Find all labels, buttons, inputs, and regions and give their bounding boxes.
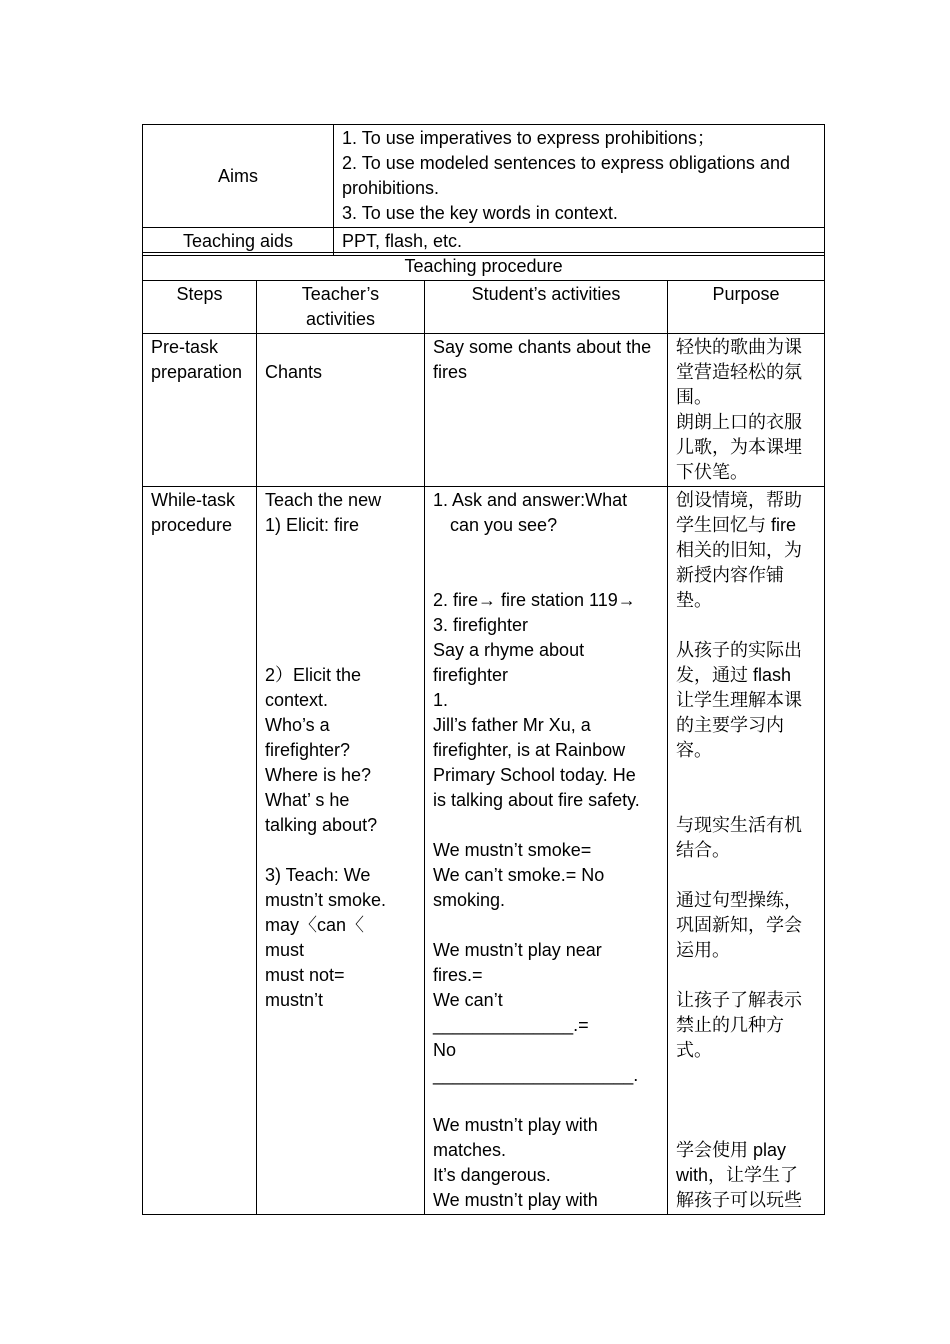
student-line: 2. fire→ fire station 119→	[433, 590, 636, 610]
teacher-line: may〈can〈	[265, 915, 365, 935]
purpose-line: 容。	[676, 740, 712, 760]
student-line: is talking about fire safety.	[433, 790, 640, 810]
procedure-title: Teaching procedure	[143, 253, 825, 281]
purpose-line: 巩固新知，学会	[676, 915, 802, 935]
header-teacher-activities: Teacher’s activities	[257, 281, 425, 334]
header-student-activities: Student’s activities	[425, 281, 668, 334]
purpose-line: 结合。	[676, 840, 730, 860]
teaching-aids-value: PPT, flash, etc.	[334, 228, 825, 256]
purpose-line: 让学生理解本课	[676, 690, 802, 710]
student-line: We mustn’t play with	[433, 1190, 598, 1210]
teacher-line: 1) Elicit: fire	[265, 515, 360, 535]
whiletask-student	[425, 487, 668, 1215]
purpose-line: 发，通过 flash	[676, 665, 792, 685]
student-line: We mustn’t play near	[433, 940, 602, 960]
aims-content	[334, 125, 825, 228]
purpose-line: 垫。	[676, 590, 712, 610]
whiletask-purpose	[668, 487, 825, 1215]
purpose-line: 禁止的几种方	[676, 1015, 784, 1035]
purpose-line: 学生回忆与 fire	[676, 515, 797, 535]
purpose-line: 通过句型操练，	[676, 890, 802, 910]
header-steps: Steps	[143, 281, 257, 334]
purpose-line: 学会使用 play	[676, 1140, 787, 1160]
teacher-line: Who’s a	[265, 715, 330, 735]
student-line: We can’t	[433, 990, 503, 1010]
purpose-line: 创设情境，帮助	[676, 490, 802, 510]
teacher-line: talking about?	[265, 815, 378, 835]
student-line: firefighter	[433, 665, 509, 685]
pretask-step: Pre-task preparation	[143, 334, 257, 487]
student-line: fires.=	[433, 965, 483, 985]
purpose-line: 的主要学习内	[676, 715, 784, 735]
pretask-teacher: Chants	[257, 334, 425, 487]
teacher-line: 3) Teach: We	[265, 865, 371, 885]
purpose-line: 新授内容作铺	[676, 565, 784, 585]
student-line: No	[433, 1040, 457, 1060]
pretask-purpose-1: 轻快的歌曲为课堂营造轻松的氛围。	[676, 337, 802, 407]
whiletask-step: While-task procedure	[143, 487, 257, 1215]
whiletask-teacher	[257, 487, 425, 1215]
student-line: 1.	[433, 690, 449, 710]
teacher-line: mustn’t smoke.	[265, 890, 387, 910]
student-line: ______________.=	[433, 1015, 589, 1035]
pretask-purpose-2: 朗朗上口的衣服儿歌，为本课埋下伏笔。	[676, 412, 802, 482]
teacher-line: 2）Elicit the	[265, 665, 362, 685]
aim-item-2: 2. To use modeled sentences to express obligations and prohibitions.	[342, 153, 795, 198]
purpose-line: 相关的旧知，为	[676, 540, 802, 560]
student-line: matches.	[433, 1140, 507, 1160]
student-line: firefighter, is at Rainbow	[433, 740, 626, 760]
aims-table	[142, 124, 825, 256]
student-line: 3. firefighter	[433, 615, 529, 635]
student-line: We can’t smoke.= No	[433, 865, 605, 885]
student-line: ____________________.	[433, 1065, 639, 1085]
teacher-line: context.	[265, 690, 329, 710]
teacher-line: firefighter?	[265, 740, 351, 760]
aim-item-3: 3. To use the key words in context.	[342, 203, 618, 223]
purpose-line: with，让学生了	[676, 1165, 799, 1185]
student-line: It’s dangerous.	[433, 1165, 551, 1185]
aim-item-1: 1. To use imperatives to express prohibitions；	[342, 128, 715, 148]
teacher-line: Where is he?	[265, 765, 372, 785]
pretask-purpose	[668, 334, 825, 487]
teaching-aids-label: Teaching aids	[143, 228, 334, 256]
student-line: smoking.	[433, 890, 506, 910]
header-purpose: Purpose	[668, 281, 825, 334]
procedure-table	[142, 252, 825, 1215]
aims-label: Aims	[143, 125, 334, 228]
teacher-line: Teach the new	[265, 490, 382, 510]
teacher-line: must	[265, 940, 305, 960]
student-line: Primary School today. He	[433, 765, 636, 785]
student-line: Say a rhyme about	[433, 640, 585, 660]
student-line: 1. Ask and answer:What	[433, 490, 628, 510]
student-line: We mustn’t play with	[433, 1115, 598, 1135]
purpose-line: 从孩子的实际出	[676, 640, 802, 660]
purpose-line: 式。	[676, 1040, 712, 1060]
student-line: can you see?	[450, 515, 558, 535]
purpose-line: 让孩子了解表示	[676, 990, 802, 1010]
purpose-line: 解孩子可以玩些	[676, 1190, 802, 1210]
pretask-student: Say some chants about the fires	[425, 334, 668, 487]
teacher-line: must not=	[265, 965, 345, 985]
teacher-line: mustn’t	[265, 990, 324, 1010]
purpose-line: 与现实生活有机	[676, 815, 802, 835]
student-line: We mustn’t smoke=	[433, 840, 592, 860]
purpose-line: 运用。	[676, 940, 730, 960]
student-line: Jill’s father Mr Xu, a	[433, 715, 591, 735]
teacher-line: What’ s he	[265, 790, 350, 810]
